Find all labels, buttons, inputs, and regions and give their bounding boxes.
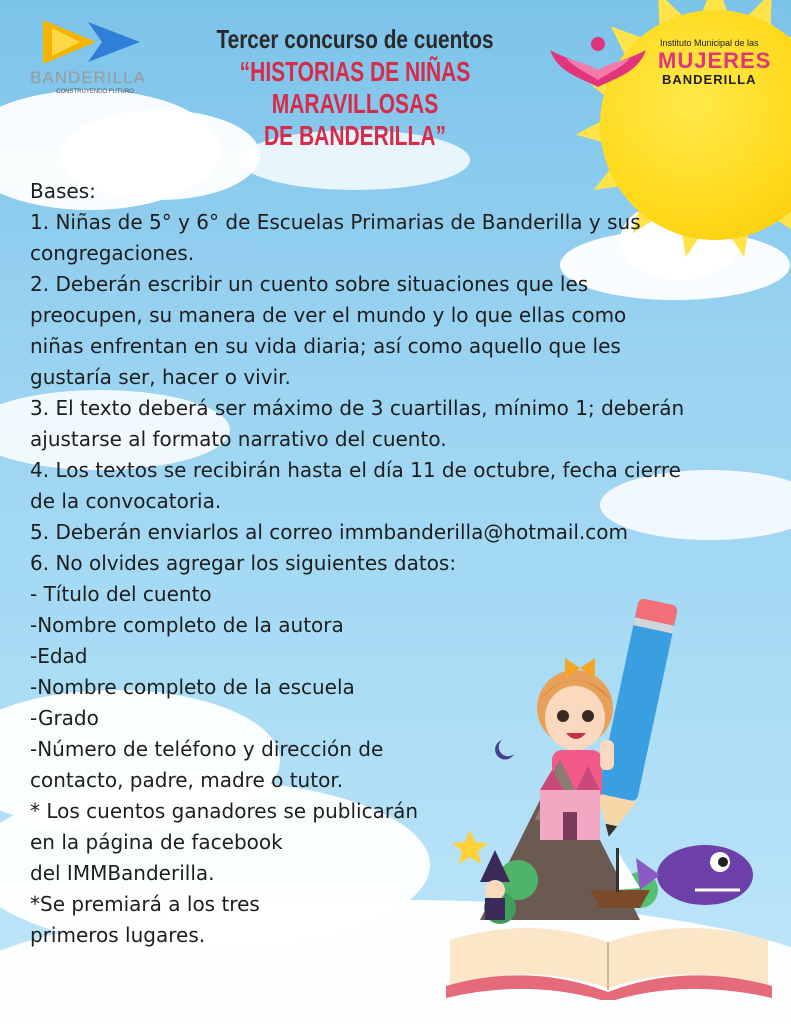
bases-line: contacto, padre, madre o tutor. [30, 768, 344, 792]
bases-line: de la convocatoria. [30, 489, 222, 513]
title-line-1: Tercer concurso de cuentos [216, 24, 494, 54]
banderilla-logo-tagline: CONSTRUYENDO FUTURO [56, 89, 134, 95]
bases-line: 6. No olvides agregar los siguientes datos: [30, 551, 457, 575]
poster-title [160, 22, 550, 152]
bases-line: en la página de facebook [30, 830, 283, 854]
bases-line: 4. Los textos se recibirán hasta el día 11 de octubre, fecha cierre [30, 458, 681, 482]
imm-town-text: BANDERILLA [662, 72, 757, 87]
bases-line: -Número de teléfono y dirección de [30, 737, 384, 761]
bases-heading: Bases: [30, 179, 96, 203]
bases-line: gustaría ser, hacer o vivir. [30, 365, 291, 389]
banderilla-logo-name: BANDERILLA [30, 68, 146, 87]
bases-line: * Los cuentos ganadores se publicarán [30, 799, 419, 823]
bases-line: 1. Niñas de 5° y 6° de Escuelas Primarias de Banderilla y sus [30, 210, 641, 234]
banderilla-logo [18, 18, 158, 98]
bases-email-line: 5. Deberán enviarlos al correo immbanderilla@hotmail.com [30, 520, 629, 544]
bases-line: del IMMBanderilla. [30, 861, 215, 885]
bases-line: primeros lugares. [30, 923, 206, 947]
title-line-2: “HISTORIAS DE NIÑAS MARAVILLOSAS [239, 56, 471, 119]
bases-line: 2. Deberán escribir un cuento sobre situaciones que les [30, 272, 589, 296]
title-line-3: DE BANDERILLA” [263, 120, 446, 151]
bases-line: ajustarse al formato narrativo del cuento. [30, 427, 447, 451]
girl-with-pencil-and-book-illustration [440, 590, 780, 1000]
bases-line: -Edad [30, 644, 88, 668]
wings-emblem-icon [548, 32, 648, 92]
bases-line: - Título del cuento [30, 582, 212, 606]
bases-line: -Nombre completo de la autora [30, 613, 344, 637]
bases-line: preocupen, su manera de ver el mundo y lo que ellas como [30, 303, 627, 327]
bases-line: congregaciones. [30, 241, 195, 265]
bases-line: -Grado [30, 706, 99, 730]
bases-line: *Se premiará a los tres [30, 892, 260, 916]
imm-mujeres-text: MUJERES [658, 48, 772, 73]
open-book-icon [446, 928, 772, 1000]
bases-line: 3. El texto deberá ser máximo de 3 cuartillas, mínimo 1; deberán [30, 396, 685, 420]
imm-institute-text: Instituto Municipal de las [660, 38, 759, 48]
bases-line: -Nombre completo de la escuela [30, 675, 355, 699]
bases-line: niñas enfrentan en su vida diaria; así como aquello que les [30, 334, 621, 358]
banderilla-arrow-icon [18, 18, 158, 68]
moon-icon [495, 740, 514, 760]
imm-banderilla-logo [548, 24, 788, 104]
star-icon [452, 830, 488, 864]
